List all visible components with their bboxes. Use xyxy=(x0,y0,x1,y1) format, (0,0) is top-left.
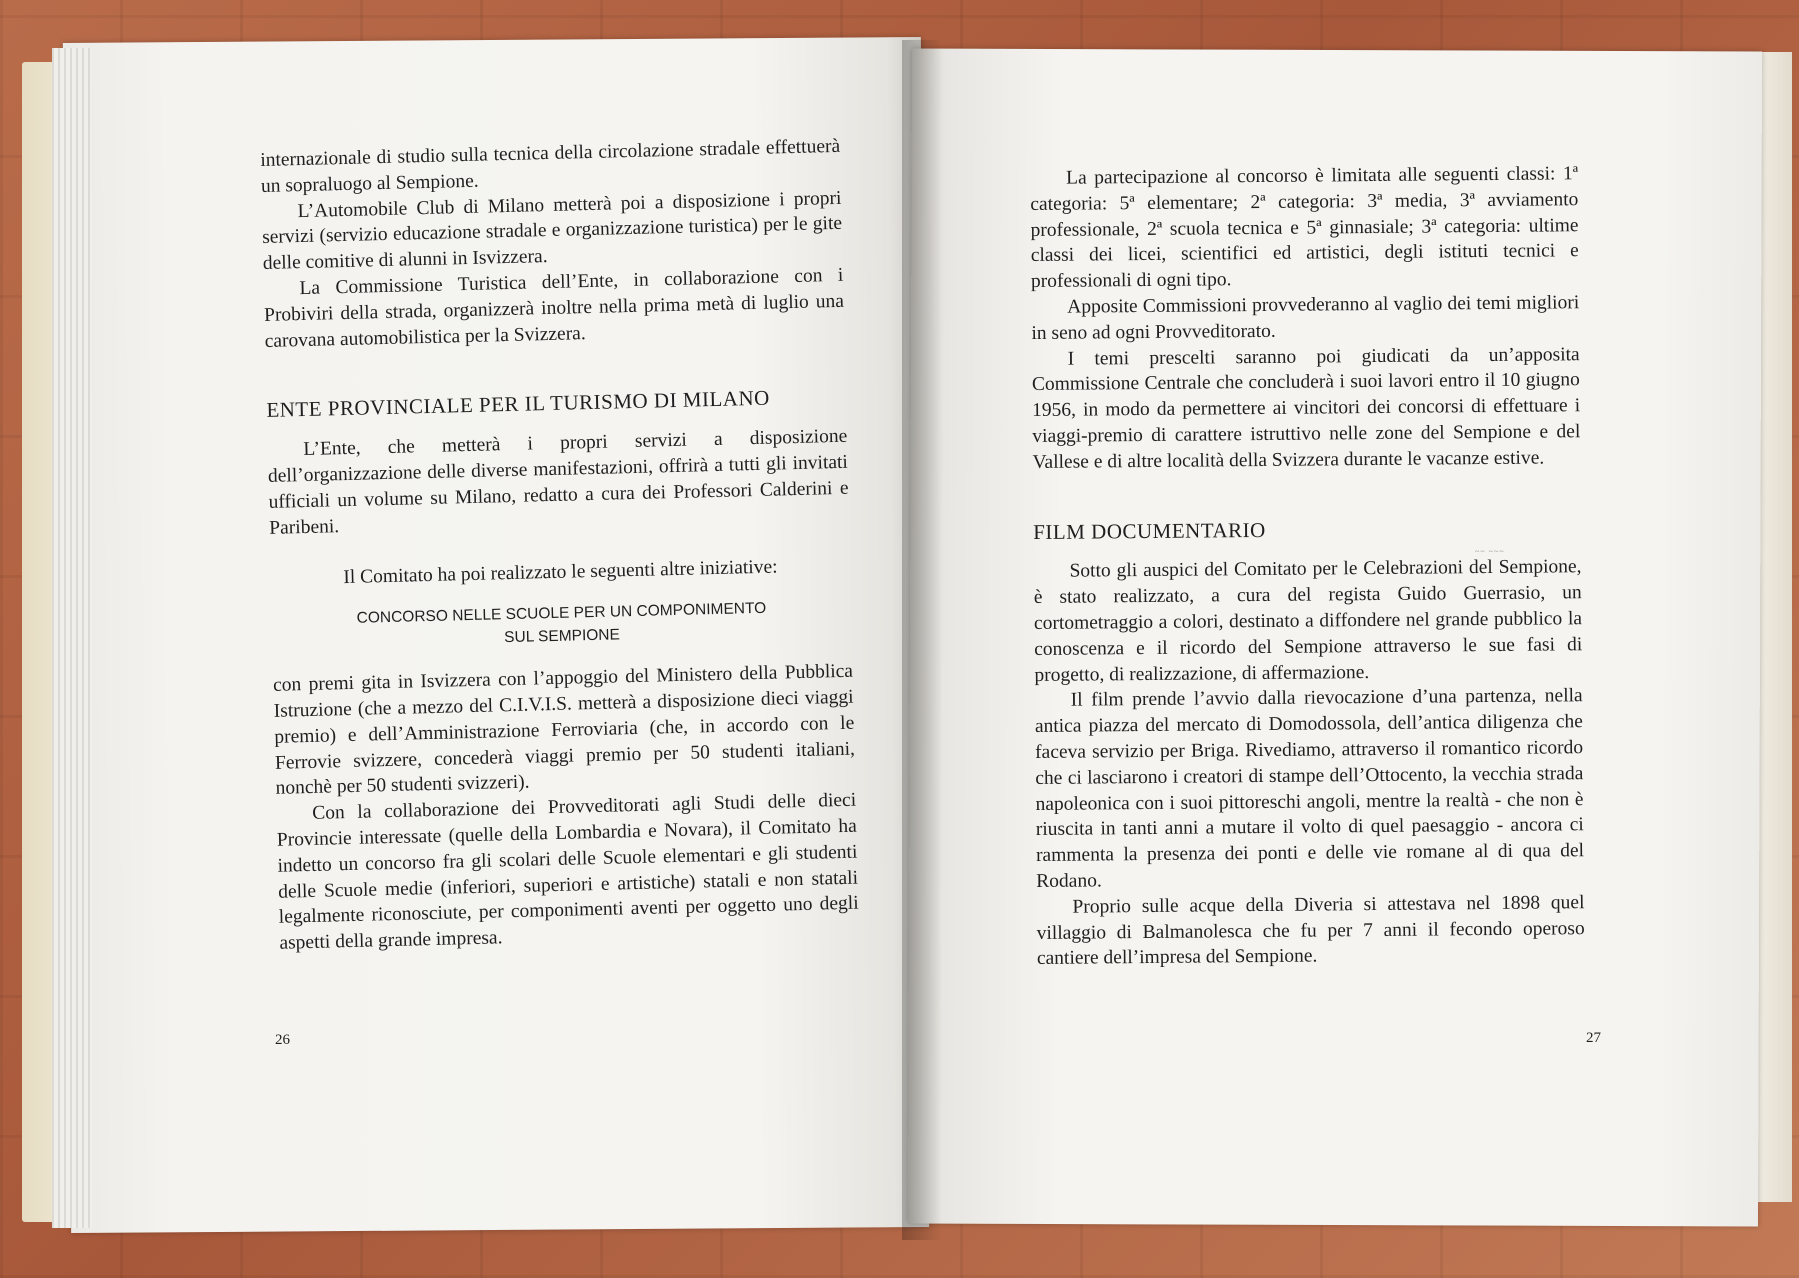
temi-paragraph: I temi prescelti saranno poi giudicati da un’apposita Commissione Centrale che concluderà i suoi lavori entro il 10 giugno 1956, in modo da permettere ai vincitori dei concorsi di effettuare i viaggi-premio di carattere istruttivo nelle zone del Sempione e del Vallese e di altre località della Svizzera durante le vacanze estive. xyxy=(1031,343,1581,473)
left-page-text xyxy=(260,134,860,957)
ink-smudge: ~~ ~~~ xyxy=(1475,547,1505,556)
apposite-paragraph: Apposite Commissioni provvederanno al vaglio dei temi migliori in seno ad ogni Provveditorato. xyxy=(1031,292,1580,344)
ente-heading: ENTE PROVINCIALE PER IL TURISMO DI MILANO xyxy=(266,385,771,423)
provveditorati-paragraph: Con la collaborazione dei Provveditorati agli Studi delle dieci Provincie interessate (quelle della Lombardia e Novara), il Comitato ha indetto un concorso fra gli scolari delle Scuole elementari e gli studenti delle Scuole medie (inferiori, superiori e artistiche) statali e non statali legalmente riconosciute, per componimenti aventi per oggetto uno degli aspetti della grande impresa. xyxy=(276,789,859,954)
premi-paragraph: con premi gita in Isvizzera con l’appoggio del Ministero della Pubblica Istruzione (che a mezzo del C.I.V.I.S. metterà a disposizione dieci viaggi premio) e dell’Amministrazione Ferroviaria (che, in accordo con le Ferrovie svizzere, concederà viaggi premio per 50 studenti italiani, nonchè per 50 studenti svizzeri). xyxy=(272,660,856,800)
right-page-number: 27 xyxy=(1586,1030,1601,1046)
commissione-paragraph: La Commissione Turistica dell’Ente, in collaborazione con i Probiviri della strada, organizzerà inoltre nella prima metà di luglio una carovana automobilistica per la Svizzera. xyxy=(263,264,845,352)
left-page-number: 26 xyxy=(275,1032,290,1048)
concorso-title-line2: SUL SEMPIONE xyxy=(503,626,621,647)
concorso-title xyxy=(271,595,852,655)
partecipazione-paragraph: La partecipazione al concorso è limitata alle seguenti classi: 1ª categoria: 5ª elementare; 2ª categoria: 3ª media, 3ª avviamento professionale, 2ª scuola tecnica e 5ª ginnasiale; 3ª categoria: ultime classi dei licei, scientifici ed artistici, degli istituti tecnici e professionali di ogni tipo. xyxy=(1030,163,1579,293)
book-spine-shadow xyxy=(902,40,942,1240)
continuation-paragraph: internazionale di studio sulla tecnica della circolazione stradale effettuerà un sopraluogo al Sempione. xyxy=(260,135,841,197)
left-page-edges xyxy=(52,48,92,1228)
ente-paragraph: L’Ente, che metterà i propri servizi a disposizione dell’organizzazione delle diverse manifestazioni, offrirà a tutti gli invitati ufficiali un volume su Milano, redatto a cura dei Professori Calderini e Paribeni. xyxy=(267,425,849,539)
diveria-paragraph: Proprio sulle acque della Diveria si attestava nel 1898 quel villaggio di Balmanolesca che fu per 7 anni il fecondo operoso cantiere dell’impresa del Sempione. xyxy=(1036,891,1585,970)
right-page-text xyxy=(1030,161,1585,972)
film-heading: FILM DOCUMENTARIO xyxy=(1033,517,1266,544)
concorso-title-line1: CONCORSO NELLE SCUOLE PER UN COMPONIMENTO xyxy=(356,599,767,627)
auspici-paragraph: Sotto gli auspici del Comitato per le Celebrazioni del Sempione, è stato realizzato, a cura del regista Guido Guerrasio, un cortometraggio a colori, destinato a diffondere nel grande pubblico la conoscenza e il ricordo del Sempione attraverso le sue fasi di progetto, di realizzazione, di affermazione. xyxy=(1033,556,1583,686)
comitato-lead: Il Comitato ha poi realizzato le seguenti altre iniziative: xyxy=(343,556,778,589)
film-paragraph: Il film prende l’avvio dalla rievocazione d’una partenza, nella antica piazza del mercato di Domodossola, dell’antica diligenza che faceva servizio per Briga. Rivediamo, attraverso il romantico ricordo che ci lasciarono i creatori di stampe dell’Ottocento, la vecchia strada napoleonica con i suoi pittoreschi angoli, mentre la realtà - che non è riuscita in tanti anni a mutare il volto di quel paesaggio - ancora ci rammenta la presenza dei ponti e delle vie romane al di qua del Rodano. xyxy=(1034,685,1585,892)
automobile-club-paragraph: L’Automobile Club di Milano metterà poi a disposizione i propri servizi (servizio educazione stradale e organizzazione turistica) per le gite delle comitive di alunni in Isvizzera. xyxy=(261,187,843,275)
